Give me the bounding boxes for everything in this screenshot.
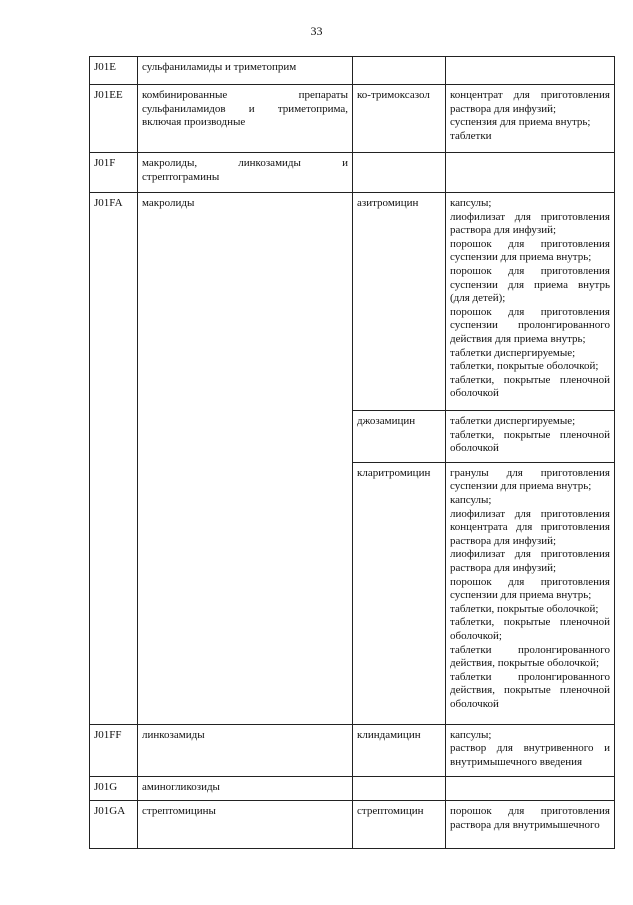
atc-code-cell: J01F — [90, 153, 138, 193]
dosage-form-item: таблетки, покрытые пленочной оболочкой — [450, 428, 610, 455]
dosage-form-item: порошок для приготовления суспензии для приема внутрь (для детей); — [450, 264, 610, 305]
dosage-form-item: капсулы; — [450, 728, 492, 741]
dosage-form-item: суспензия для приема внутрь; — [450, 116, 591, 129]
atc-code-cell: J01GA — [90, 801, 138, 849]
dosage-form-item: таблетки пролонгированного действия, покрытые пленочной оболочкой — [450, 670, 610, 710]
dosage-form-item: порошок для приготовления суспензии пролонгированного действия для приема внутрь; — [450, 305, 610, 345]
drug-name-cell: клиндамицин — [353, 724, 446, 776]
dosage-form-item: порошок для приготовления суспензии для приема внутрь; — [450, 237, 610, 264]
group-name-cell: комбинированные препараты сульфаниламидов и триметоприма, включая производные — [138, 85, 353, 153]
drug-name-cell — [353, 57, 446, 85]
dosage-form-item: лиофилизат для приготовления раствора для инфузий; — [450, 548, 610, 574]
dosage-form-item: таблетки, покрытые пленочной оболочкой — [450, 373, 610, 400]
dosage-forms-cell — [446, 411, 615, 463]
group-name-cell: сульфаниламиды и триметоприм — [138, 57, 353, 85]
dosage-form-item: таблетки диспергируемые; — [450, 415, 576, 427]
dosage-form-item: капсулы; — [450, 493, 492, 506]
dosage-form-item: порошок для приготовления суспензии для приема внутрь; — [450, 575, 610, 602]
table-body — [90, 57, 615, 849]
dosage-forms-cell — [446, 57, 615, 85]
dosage-forms-cell — [446, 85, 615, 153]
drug-name-cell: кларитромицин — [353, 462, 446, 724]
dosage-form-item: таблетки пролонгированного действия, покрытые оболочкой; — [450, 643, 610, 670]
drug-name-cell: азитромицин — [353, 193, 446, 411]
dosage-form-item: лиофилизат для приготовления концентрата для приготовления раствора для инфузий; — [450, 507, 610, 547]
page-number: 33 — [310, 24, 323, 38]
dosage-form-item: порошок для приготовления раствора для внутримышечного — [450, 805, 610, 831]
dosage-form-item: капсулы; — [450, 197, 492, 209]
drug-name-cell: стрептомицин — [353, 801, 446, 849]
table-row — [90, 57, 615, 85]
drug-table — [89, 56, 615, 849]
dosage-form-item: лиофилизат для приготовления раствора для инфузий; — [450, 210, 610, 237]
table-row — [90, 776, 615, 801]
table-row — [90, 85, 615, 153]
atc-code-cell: J01FA — [90, 193, 138, 725]
table-row — [90, 153, 615, 193]
dosage-forms-cell — [446, 724, 615, 776]
group-name-cell: стрептомицины — [138, 801, 353, 849]
atc-code-cell: J01FF — [90, 724, 138, 776]
atc-code-cell: J01E — [90, 57, 138, 85]
dosage-form-item: концентрат для приготовления раствора для инфузий; — [450, 89, 610, 115]
table-row — [90, 801, 615, 849]
atc-code-cell: J01G — [90, 776, 138, 801]
table-row — [90, 193, 615, 411]
dosage-form-item: гранулы для приготовления суспензии для приема внутрь; — [450, 466, 610, 493]
group-name-cell: линкозамиды — [138, 724, 353, 776]
group-name-cell: аминогликозиды — [138, 776, 353, 801]
atc-code-cell: J01EE — [90, 85, 138, 153]
dosage-forms-cell — [446, 776, 615, 801]
dosage-form-item: раствор для внутривенного и внутримышечного введения — [450, 742, 610, 768]
dosage-forms-cell — [446, 462, 615, 724]
dosage-forms-cell — [446, 193, 615, 411]
dosage-form-item: таблетки, покрытые оболочкой; — [450, 360, 599, 373]
table-row — [90, 724, 615, 776]
dosage-form-item: таблетки, покрытые оболочкой; — [450, 602, 599, 615]
drug-name-cell — [353, 153, 446, 193]
dosage-form-item: таблетки, покрытые пленочной оболочкой; — [450, 616, 610, 642]
drug-name-cell — [353, 776, 446, 801]
group-name-cell: макролиды — [138, 193, 353, 725]
drug-name-cell: ко-тримоксазол — [353, 85, 446, 153]
dosage-form-item: таблетки — [450, 129, 492, 142]
drug-name-cell: джозамицин — [353, 411, 446, 463]
group-name-cell: макролиды, линкозамиды и стрептограмины — [138, 153, 353, 193]
dosage-forms-cell — [446, 801, 615, 849]
dosage-forms-cell — [446, 153, 615, 193]
dosage-form-item: таблетки диспергируемые; — [450, 346, 576, 359]
